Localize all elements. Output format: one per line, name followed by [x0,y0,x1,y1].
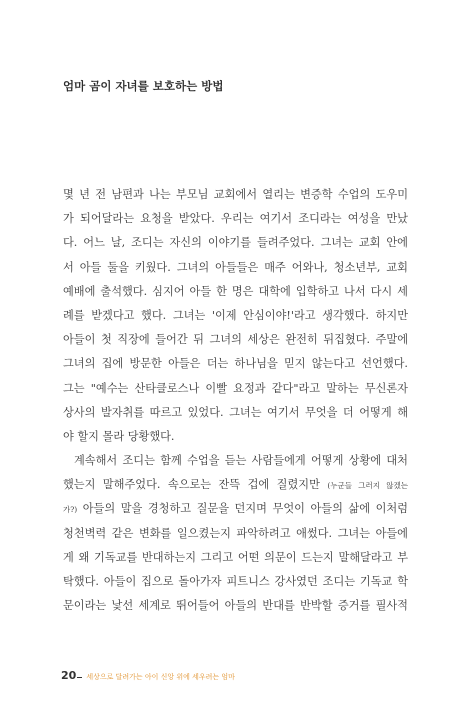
text-line: 계속해서 조디는 함께 수업을 듣는 사람들에게 어떻게 상황에 대처 [74,454,408,468]
text-line: 청천벽력 같은 변화를 일으켰는지 파악하려고 애썼다. 그녀는 아들에 [63,526,408,540]
text-line: 례를 받겠다고 했다. 그녀는 '이제 안심이야!'라고 생각했다. 하지만 [63,308,408,322]
text-line: 그녀의 집에 방문한 아들은 더는 하나님을 믿지 않는다고 선언했다. [63,357,408,371]
text-line: 가 되어달라는 요청을 받았다. 우리는 여기서 조디라는 여성을 만났 [63,212,408,226]
parenthetical-aside: (누군들 그러지 않겠는 [327,481,408,491]
text-line [63,473,408,497]
text-line-main: 아들의 말을 경청하고 질문을 던지며 무엇이 아들의 삶에 이처럼 [77,502,408,516]
text-line: 예배에 출석했다. 심지어 아들 한 명은 대학에 입학하고 나서 다시 세 [63,284,408,298]
text-line: 야 할지 몰라 당황했다. [63,429,175,443]
text-line [63,497,408,521]
text-line: 몇 년 전 남편과 나는 부모님 교회에서 열리는 변증학 수업의 도우미 [63,188,408,201]
text-line: 게 왜 기독교를 반대하는지 그리고 어떤 의문이 드는지 말해달라고 부 [63,550,408,564]
page-number-separator [77,677,82,678]
page-number: 20 [61,669,77,682]
page-footer [61,669,235,685]
parenthetical-aside: 가?) [63,505,78,515]
text-line: 서 아들 둘을 키웠다. 그녀의 아들들은 매주 어와나, 청소년부, 교회 [63,260,408,274]
text-line: 문이라는 낯선 세계로 뛰어들어 아들의 반대를 반박할 증거를 필사적 [63,599,408,613]
text-line: 아들이 첫 직장에 들어간 뒤 그녀의 세상은 완전히 뒤집혔다. 주말에 [63,333,408,347]
text-line-main: 했는지 말해주었다. 속으로는 잔뜩 겁에 질렸지만 [63,478,328,492]
text-line: 그는 "예수는 산타클로스나 이빨 요정과 같다"라고 말하는 무신론자 [63,381,408,395]
text-line: 탁했다. 아들이 집으로 돌아가자 피트니스 강사였던 조디는 기독교 학 [63,575,408,588]
text-line: 다. 어느 날, 조디는 자신의 이야기를 들려주었다. 그녀는 교회 안에 [63,236,408,250]
text-line: 상사의 발자취를 따르고 있었다. 그녀는 여기서 무엇을 더 어떻게 해 [63,405,408,419]
body-text [63,183,408,618]
running-book-title: 세상으로 달려가는 아이 신앙 위에 세우려는 엄마 [86,673,235,681]
section-title: 엄마 곰이 자녀를 보호하는 방법 [63,79,224,93]
